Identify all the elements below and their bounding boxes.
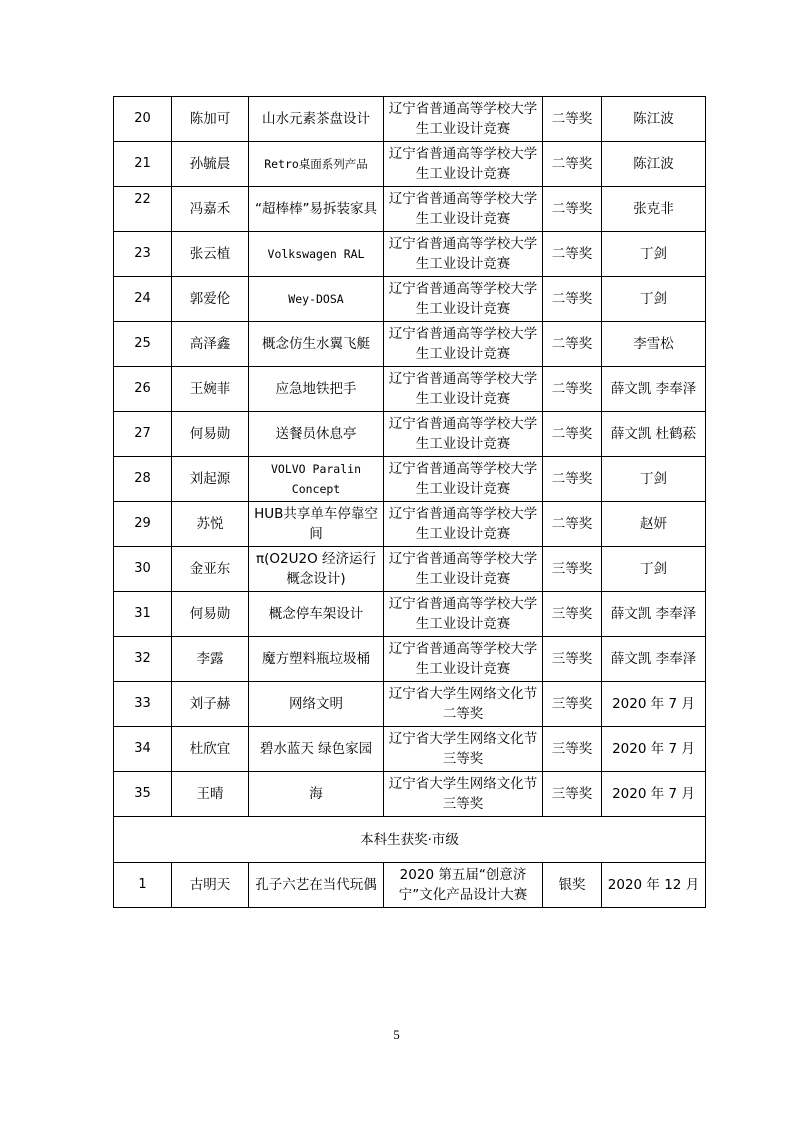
cell-work-title: Wey-DOSA	[249, 277, 384, 322]
cell-date: 2020 年 7 月	[602, 772, 706, 817]
table-row	[114, 232, 706, 277]
table-row	[114, 142, 706, 187]
cell-number: 35	[114, 772, 172, 817]
table-row	[114, 187, 706, 232]
cell-work-title: 孔子六艺在当代玩偶	[249, 863, 384, 908]
cell-advisor: 陈江波	[602, 97, 706, 142]
section-title: 本科生获奖·市级	[114, 817, 706, 863]
cell-competition: 2020 第五届“创意济宁”文化产品设计大赛	[384, 863, 543, 908]
cell-student-name: 金亚东	[172, 547, 249, 592]
cell-student-name: 王婉菲	[172, 367, 249, 412]
cell-competition: 辽宁省大学生网络文化节三等奖	[384, 727, 543, 772]
cell-work-title: VOLVO Paralin Concept	[249, 457, 384, 502]
cell-number: 22	[114, 187, 172, 232]
cell-competition: 辽宁省普通高等学校大学生工业设计竞赛	[384, 637, 543, 682]
cell-competition: 辽宁省普通高等学校大学生工业设计竞赛	[384, 502, 543, 547]
table-row	[114, 772, 706, 817]
table-row	[114, 412, 706, 457]
cell-student-name: 刘子赫	[172, 682, 249, 727]
table-row	[114, 592, 706, 637]
cell-competition: 辽宁省普通高等学校大学生工业设计竞赛	[384, 232, 543, 277]
cell-work-title: “超棒棒”易拆装家具	[249, 187, 384, 232]
cell-competition: 辽宁省普通高等学校大学生工业设计竞赛	[384, 592, 543, 637]
cell-award-level: 三等奖	[543, 727, 602, 772]
cell-student-name: 张云植	[172, 232, 249, 277]
cell-competition: 辽宁省普通高等学校大学生工业设计竞赛	[384, 412, 543, 457]
cell-advisor: 赵妍	[602, 502, 706, 547]
cell-number: 24	[114, 277, 172, 322]
cell-advisor: 张克非	[602, 187, 706, 232]
cell-date: 2020 年 7 月	[602, 727, 706, 772]
cell-advisor: 丁剑	[602, 547, 706, 592]
cell-award-level: 三等奖	[543, 682, 602, 727]
cell-number: 23	[114, 232, 172, 277]
cell-number: 20	[114, 97, 172, 142]
cell-date: 2020 年 7 月	[602, 682, 706, 727]
cell-advisor: 李雪松	[602, 322, 706, 367]
cell-student-name: 古明天	[172, 863, 249, 908]
cell-competition: 辽宁省普通高等学校大学生工业设计竞赛	[384, 367, 543, 412]
cell-advisor: 丁剑	[602, 232, 706, 277]
cell-number: 32	[114, 637, 172, 682]
table-row	[114, 863, 706, 908]
cell-award-level: 二等奖	[543, 277, 602, 322]
cell-award-level: 二等奖	[543, 412, 602, 457]
cell-student-name: 刘起源	[172, 457, 249, 502]
cell-work-title: HUB共享单车停靠空间	[249, 502, 384, 547]
cell-student-name: 冯嘉禾	[172, 187, 249, 232]
cell-work-title: 魔方塑料瓶垃圾桶	[249, 637, 384, 682]
cell-student-name: 苏悦	[172, 502, 249, 547]
cell-award-level: 二等奖	[543, 232, 602, 277]
cell-award-level: 二等奖	[543, 457, 602, 502]
cell-advisor: 薛文凯 李奉泽	[602, 592, 706, 637]
cell-work-title: Volkswagen RAL	[249, 232, 384, 277]
cell-competition: 辽宁省普通高等学校大学生工业设计竞赛	[384, 457, 543, 502]
cell-advisor: 陈江波	[602, 142, 706, 187]
table-row	[114, 502, 706, 547]
cell-advisor: 丁剑	[602, 457, 706, 502]
cell-student-name: 高泽鑫	[172, 322, 249, 367]
cell-work-title: Retro桌面系列产品	[249, 142, 384, 187]
cell-work-title: 海	[249, 772, 384, 817]
cell-competition: 辽宁省大学生网络文化节二等奖	[384, 682, 543, 727]
cell-advisor: 丁剑	[602, 277, 706, 322]
cell-advisor: 薛文凯 李奉泽	[602, 367, 706, 412]
cell-number: 33	[114, 682, 172, 727]
cell-award-level: 三等奖	[543, 637, 602, 682]
cell-work-title: π(O2U2O 经济运行概念设计)	[249, 547, 384, 592]
page-number: 5	[393, 1027, 400, 1042]
cell-advisor: 薛文凯 杜鹤菘	[602, 412, 706, 457]
table-row	[114, 97, 706, 142]
cell-number: 31	[114, 592, 172, 637]
cell-competition: 辽宁省普通高等学校大学生工业设计竞赛	[384, 142, 543, 187]
cell-student-name: 郭爱伦	[172, 277, 249, 322]
cell-award-level: 二等奖	[543, 502, 602, 547]
cell-work-title: 概念仿生水翼飞艇	[249, 322, 384, 367]
award-table	[113, 96, 706, 908]
cell-student-name: 何易勋	[172, 592, 249, 637]
cell-number: 27	[114, 412, 172, 457]
cell-work-title: 碧水蓝天 绿色家园	[249, 727, 384, 772]
table-row	[114, 277, 706, 322]
cell-competition: 辽宁省普通高等学校大学生工业设计竞赛	[384, 97, 543, 142]
cell-competition: 辽宁省普通高等学校大学生工业设计竞赛	[384, 277, 543, 322]
cell-work-title: 山水元素茶盘设计	[249, 97, 384, 142]
cell-number: 30	[114, 547, 172, 592]
cell-award-level: 二等奖	[543, 142, 602, 187]
cell-work-title: 概念停车架设计	[249, 592, 384, 637]
cell-award-level: 二等奖	[543, 367, 602, 412]
table-row	[114, 367, 706, 412]
cell-student-name: 何易勋	[172, 412, 249, 457]
cell-competition: 辽宁省大学生网络文化节三等奖	[384, 772, 543, 817]
cell-number: 1	[114, 863, 172, 908]
cell-number: 28	[114, 457, 172, 502]
cell-award-level: 二等奖	[543, 187, 602, 232]
cell-student-name: 孙毓晨	[172, 142, 249, 187]
table-row	[114, 637, 706, 682]
cell-student-name: 王晴	[172, 772, 249, 817]
cell-work-title: 应急地铁把手	[249, 367, 384, 412]
table-row	[114, 457, 706, 502]
cell-student-name: 李露	[172, 637, 249, 682]
cell-number: 25	[114, 322, 172, 367]
cell-award-level: 三等奖	[543, 547, 602, 592]
cell-award-level: 银奖	[543, 863, 602, 908]
cell-number: 26	[114, 367, 172, 412]
cell-competition: 辽宁省普通高等学校大学生工业设计竞赛	[384, 547, 543, 592]
cell-award-level: 二等奖	[543, 97, 602, 142]
cell-date: 2020 年 12 月	[602, 863, 706, 908]
cell-number: 29	[114, 502, 172, 547]
cell-student-name: 杜欣宜	[172, 727, 249, 772]
cell-number: 34	[114, 727, 172, 772]
cell-work-title: 送餐员休息亭	[249, 412, 384, 457]
cell-competition: 辽宁省普通高等学校大学生工业设计竞赛	[384, 322, 543, 367]
table-row	[114, 682, 706, 727]
section-header-row	[114, 817, 706, 863]
table-row	[114, 547, 706, 592]
cell-award-level: 二等奖	[543, 322, 602, 367]
table-row	[114, 322, 706, 367]
table-row	[114, 727, 706, 772]
cell-advisor: 薛文凯 李奉泽	[602, 637, 706, 682]
cell-competition: 辽宁省普通高等学校大学生工业设计竞赛	[384, 187, 543, 232]
cell-award-level: 三等奖	[543, 592, 602, 637]
cell-student-name: 陈加可	[172, 97, 249, 142]
cell-award-level: 三等奖	[543, 772, 602, 817]
cell-work-title: 网络文明	[249, 682, 384, 727]
cell-number: 21	[114, 142, 172, 187]
